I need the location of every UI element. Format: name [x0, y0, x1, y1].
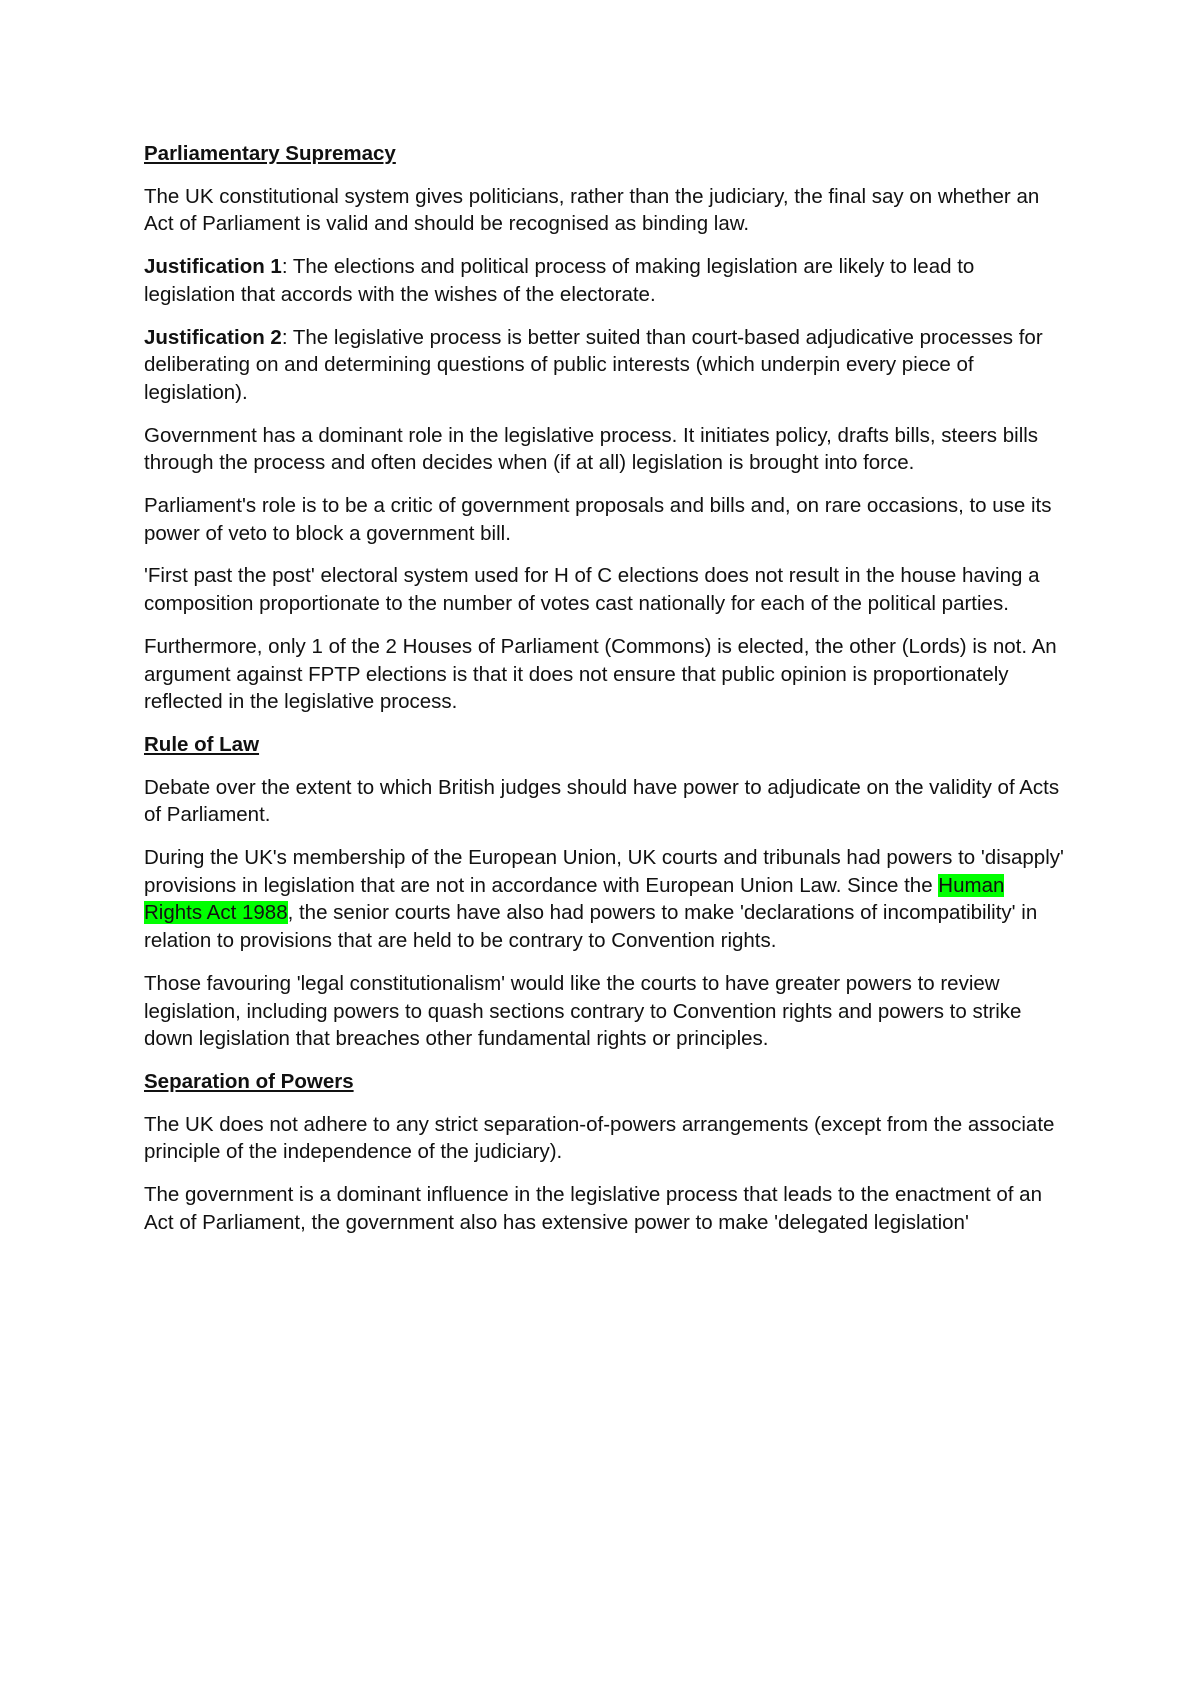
paragraph-text-before: During the UK's membership of the European Union, UK courts and tribunals had powers to 'disapply' provisions in legislation that are not in accordance with European Union Law. Since the	[144, 846, 1064, 897]
paragraph: Furthermore, only 1 of the 2 Houses of Parliament (Commons) is elected, the other (Lords) is not. An argument against FPTP elections is that it does not ensure that public opinion is proportionately reflected in the legislative process.	[144, 634, 1057, 714]
justification-text: : The legislative process is better suited than court-based adjudicative processes for deliberating on and determining questions of public interests (which underpin every piece of legislation).	[144, 325, 1043, 404]
section-separation-of-powers	[144, 1068, 1064, 1237]
justification-label: Justification 1	[144, 255, 282, 279]
paragraph: The government is a dominant influence in the legislative process that leads to the enactment of an Act of Parliament, the government also has extensive power to make 'delegated legislation'	[144, 1183, 1042, 1234]
paragraph-justification-2	[144, 324, 1064, 407]
highlighted-text: Human Rights Act 1988	[144, 873, 1005, 925]
paragraph: Debate over the extent to which British judges should have power to adjudicate on the validity of Acts of Parliament.	[144, 775, 1060, 827]
justification-text: : The elections and political process of making legislation are likely to lead to legislation that accords with the wishes of the electorate.	[144, 255, 975, 306]
section-rule-of-law	[144, 731, 1064, 1053]
section-heading: Parliamentary Supremacy	[144, 142, 396, 165]
paragraph: Government has a dominant role in the legislative process. It initiates policy, drafts bills, steers bills through the process and often decides when (if at all) legislation is brought into force.	[144, 423, 1039, 475]
section-heading: Separation of Powers	[144, 1069, 354, 1093]
paragraph-with-highlight	[144, 844, 1064, 955]
paragraph: Those favouring 'legal constitutionalism' would like the courts to have greater powers to review legislation, including powers to quash sections contrary to Convention rights and powers to strike down legislation that breaches other fundamental rights or principles.	[144, 971, 1022, 1051]
paragraph-justification-1	[144, 253, 1064, 308]
paragraph-text-after: , the senior courts have also had powers to make 'declarations of incompatibility' in relation to provisions that are held to be contrary to Convention rights.	[144, 901, 1038, 953]
paragraph: 'First past the post' electoral system used for H of C elections does not result in the house having a composition proportionate to the number of votes cast nationally for each of the political parties.	[144, 564, 1040, 616]
justification-label: Justification 2	[144, 325, 282, 349]
section-parliamentary-supremacy	[144, 140, 1064, 716]
paragraph: The UK does not adhere to any strict separation-of-powers arrangements (except from the associate principle of the independence of the judiciary).	[144, 1112, 1055, 1164]
paragraph: The UK constitutional system gives politicians, rather than the judiciary, the final say on whether an Act of Parliament is valid and should be recognised as binding law.	[144, 184, 1040, 236]
section-heading: Rule of Law	[144, 732, 260, 756]
document-body	[144, 140, 1064, 1252]
paragraph: Parliament's role is to be a critic of government proposals and bills and, on rare occasions, to use its power of veto to block a government bill.	[144, 494, 1052, 545]
